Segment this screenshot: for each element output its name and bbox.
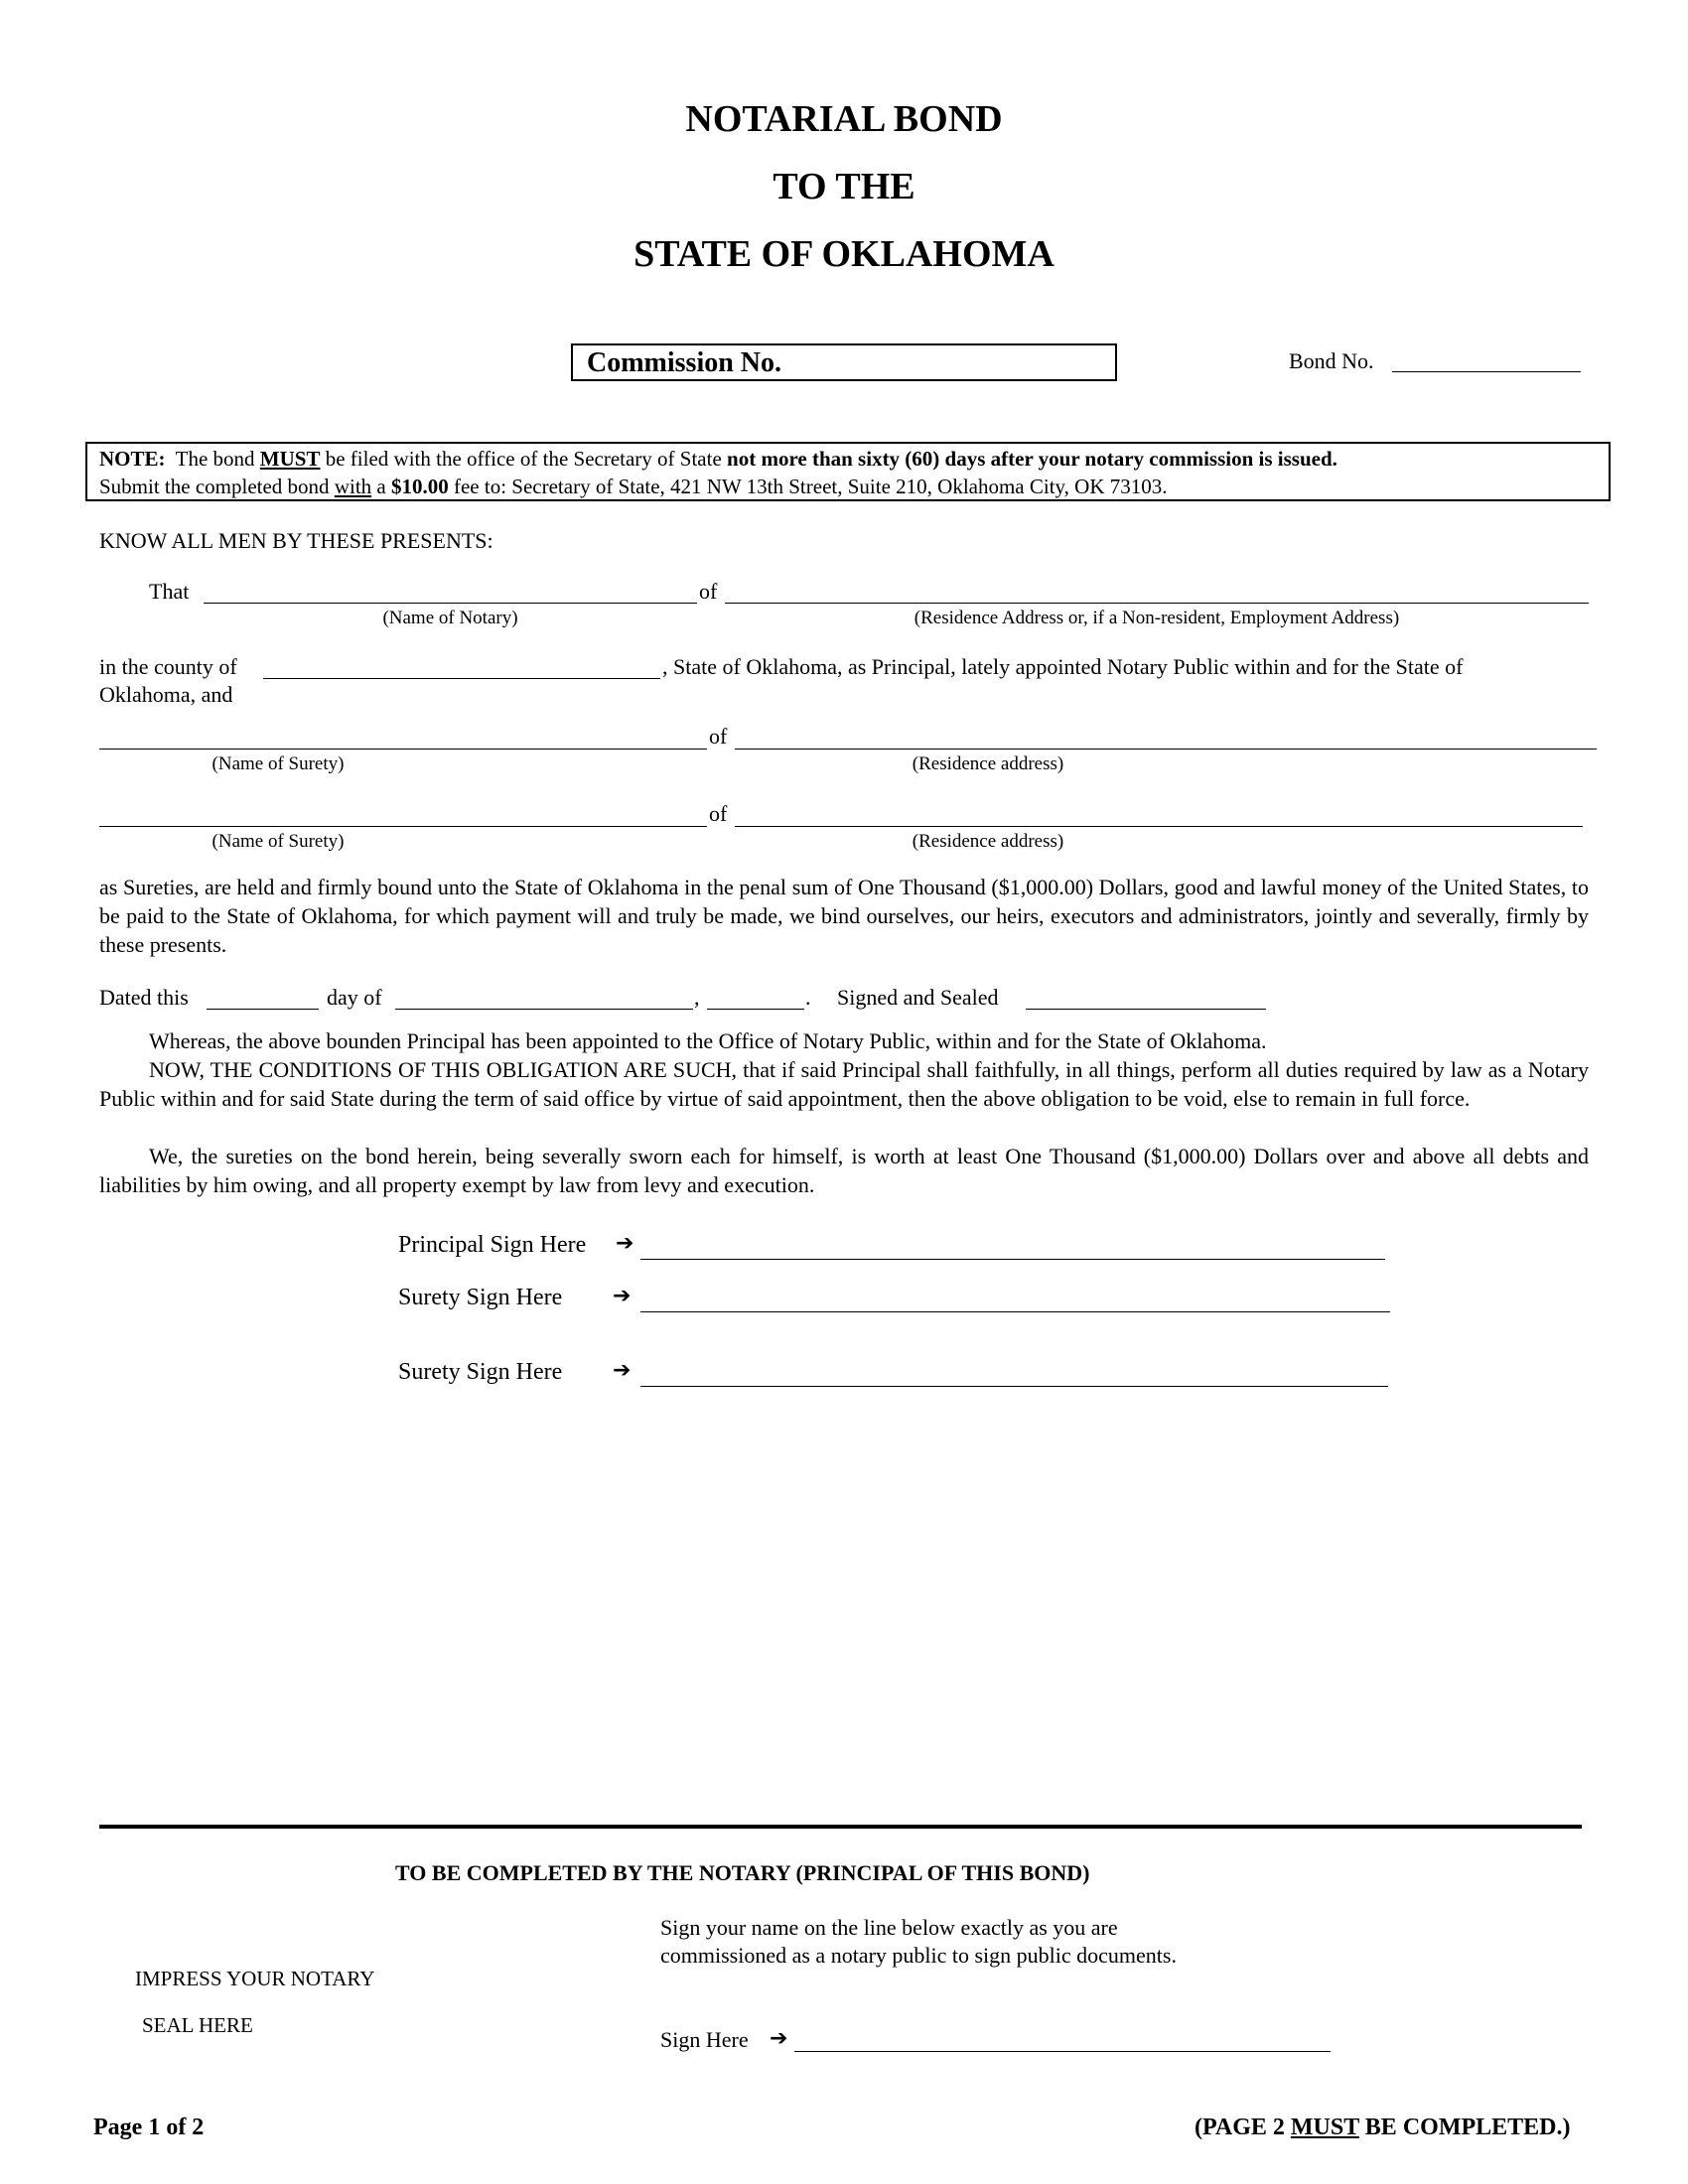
notary-sign-here-label: Sign Here bbox=[660, 2027, 749, 2052]
surety-1-signature-line[interactable] bbox=[640, 1311, 1390, 1312]
section-divider bbox=[99, 1825, 1582, 1829]
surety-2-name-caption: (Name of Surety) bbox=[211, 831, 345, 852]
sureties-worth-paragraph: We, the sureties on the bond herein, being severally sworn each for himself, is worth at least One Thousand ($1,000.00) Dollars over and above all debts and liabilities by him owing, and all property exempt by law from levy and execution. bbox=[99, 1144, 1589, 1197]
commission-number-field[interactable] bbox=[571, 343, 1117, 381]
surety-1-address-caption: (Residence address) bbox=[912, 753, 1064, 774]
page-2-notice: (PAGE 2 MUST BE COMPLETED.) bbox=[1195, 2115, 1571, 2140]
dated-day-line[interactable] bbox=[207, 1009, 319, 1010]
day-of-label: day of bbox=[327, 985, 382, 1010]
signed-and-sealed-line[interactable] bbox=[1026, 1009, 1266, 1010]
note-box bbox=[85, 442, 1611, 501]
know-all-men-heading: KNOW ALL MEN BY THESE PRESENTS: bbox=[99, 528, 493, 553]
surety-2-arrow-icon: ➔ bbox=[613, 1358, 632, 1383]
surety-1-name-line[interactable] bbox=[99, 749, 707, 750]
principal-signature-line[interactable] bbox=[640, 1259, 1385, 1260]
dated-this-label: Dated this bbox=[99, 985, 189, 1010]
notary-signature-line[interactable] bbox=[794, 2051, 1331, 2052]
notary-name-line[interactable] bbox=[204, 603, 697, 604]
surety-2-address-caption: (Residence address) bbox=[912, 831, 1064, 852]
note-fee: $10.00 bbox=[390, 475, 449, 498]
principal-arrow-icon: ➔ bbox=[616, 1231, 634, 1256]
seal-line-2: SEAL HERE bbox=[142, 2013, 253, 2037]
whereas-paragraph: Whereas, the above bounden Principal has been appointed to the Office of Notary Public, within and for the State of Oklahoma. bbox=[149, 1028, 1267, 1053]
bond-number-label: Bond No. bbox=[1289, 348, 1374, 373]
sureties-paragraph: as Sureties, are held and firmly bound unto the State of Oklahoma in the penal sum of One Thousand ($1,000.00) Dollars, good and lawful money of the United States, to be paid to the State of Oklahoma, for which payment will and truly be made, we bind ourselves, our heirs, executors and administrators, jointly and severally, firmly by these presents. bbox=[99, 875, 1589, 957]
surety-1-name-caption: (Name of Surety) bbox=[211, 753, 345, 774]
notary-instruction-line-2: commissioned as a notary public to sign public documents. bbox=[660, 1943, 1177, 1968]
that-label: That bbox=[149, 579, 190, 604]
note-deadline: not more than sixty (60) days after your notary commission is issued. bbox=[727, 447, 1337, 471]
note-must: MUST bbox=[259, 447, 321, 471]
dated-month-line[interactable] bbox=[395, 1009, 693, 1010]
surety-1-address-line[interactable] bbox=[735, 749, 1597, 750]
notary-address-line[interactable] bbox=[725, 603, 1589, 604]
principal-sign-label: Principal Sign Here bbox=[398, 1232, 587, 1258]
title-line-2: TO THE bbox=[773, 166, 915, 207]
commission-number-label: Commission No. bbox=[587, 347, 782, 378]
surety-2-signature-line[interactable] bbox=[640, 1386, 1388, 1387]
note-line-2: Submit the completed bond with a $10.00 fee to: Secretary of State, 421 NW 13th Street, Suite 210, Oklahoma City, OK 73103. bbox=[99, 475, 1168, 498]
residence-or-employment-caption: (Residence Address or, if a Non-resident, Employment Address) bbox=[914, 608, 1400, 628]
dated-period: . bbox=[805, 985, 811, 1010]
surety-1-arrow-icon: ➔ bbox=[613, 1284, 632, 1308]
seal-line-1: IMPRESS YOUR NOTARY bbox=[135, 1967, 375, 1990]
surety-2-address-line[interactable] bbox=[735, 826, 1583, 827]
notary-section-heading: TO BE COMPLETED BY THE NOTARY (PRINCIPAL OF THIS BOND) bbox=[395, 1860, 1090, 1885]
page-number: Page 1 of 2 bbox=[93, 2115, 205, 2140]
notary-sign-arrow-icon: ➔ bbox=[770, 2026, 788, 2051]
bond-number-line[interactable] bbox=[1392, 371, 1581, 372]
notary-seal-area[interactable] bbox=[119, 1956, 437, 2045]
dated-comma: , bbox=[694, 985, 700, 1010]
name-of-notary-caption: (Name of Notary) bbox=[382, 608, 518, 628]
dated-year-line[interactable] bbox=[707, 1009, 804, 1010]
county-prefix: in the county of bbox=[99, 654, 237, 679]
surety-1-of-label: of bbox=[709, 724, 728, 749]
title-line-1: NOTARIAL BOND bbox=[685, 98, 1003, 140]
of-label: of bbox=[699, 579, 718, 604]
title-line-3: STATE OF OKLAHOMA bbox=[633, 233, 1055, 275]
surety-2-of-label: of bbox=[709, 801, 728, 826]
note-label: NOTE: bbox=[99, 447, 166, 471]
surety-1-sign-label: Surety Sign Here bbox=[398, 1285, 563, 1310]
county-line[interactable] bbox=[263, 678, 660, 679]
county-suffix: , State of Oklahoma, as Principal, lately appointed Notary Public within and for the State of bbox=[662, 654, 1464, 679]
conditions-paragraph: NOW, THE CONDITIONS OF THIS OBLIGATION ARE SUCH, that if said Principal shall faithfully, in all things, perform all duties required by law as a Notary Public within and for said State during the term of said office by virtue of said appointment, then the above obligation to be void, else to remain in full force. bbox=[99, 1057, 1589, 1111]
note-line-1: NOTE: The bond MUST be filed with the office of the Secretary of State not more than sixty (60) days after your notary commission is issued. bbox=[99, 447, 1337, 471]
county-suffix-2: Oklahoma, and bbox=[99, 682, 233, 707]
notary-instruction-line-1: Sign your name on the line below exactly as you are bbox=[660, 1915, 1118, 1940]
signed-and-sealed-label: Signed and Sealed bbox=[837, 985, 999, 1010]
surety-2-sign-label: Surety Sign Here bbox=[398, 1359, 563, 1385]
surety-2-name-line[interactable] bbox=[99, 826, 707, 827]
